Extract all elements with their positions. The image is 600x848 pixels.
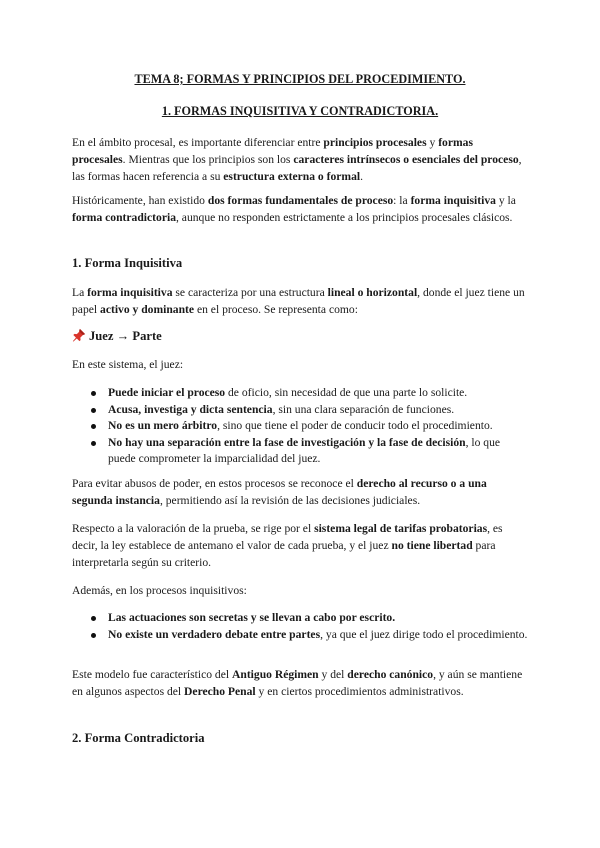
list-item: No hay una separación entre la fase de investigación y la fase de decisión, lo que puede comprometer la imparcialidad del juez. (72, 435, 528, 468)
paragraph-intro: En el ámbito procesal, es importante diferenciar entre principios procesales y formas procesales. Mientras que los principios son los caracteres intrínsecos o esenciales del proceso, las formas hacen referencia a su estructura externa o formal. (72, 136, 522, 183)
pushpin-icon (72, 328, 86, 342)
paragraph-inquisitiva: La forma inquisitiva se caracteriza por una estructura lineal o horizontal, donde el juez tiene un papel activo y dominante en el proceso. Se representa como: (72, 286, 525, 316)
list-item: No es un mero árbitro, sino que tiene el poder de conducir todo el procedimiento. (72, 418, 528, 435)
paragraph-recurso: Para evitar abusos de poder, en estos procesos se reconoce el derecho al recurso o a una segunda instancia, permitiendo así la revisión de las decisiones judiciales. (72, 477, 487, 507)
paragraph-juez-intro: En este sistema, el juez: (72, 358, 184, 371)
heading-forma-inquisitiva: 1. Forma Inquisitiva (72, 256, 183, 270)
document-title: TEMA 8; FORMAS Y PRINCIPIOS DEL PROCEDIMIENTO. (134, 72, 466, 86)
list-item: Las actuaciones son secretas y se llevan a cabo por escrito. (72, 610, 528, 627)
paragraph-modelo: Este modelo fue característico del Antiguo Régimen y del derecho canónico, y aún se mantiene en algunos aspectos del Derecho Penal y en ciertos procedimientos administrativos. (72, 668, 523, 698)
scheme-line: Juez → Parte (72, 328, 162, 344)
list-item: Acusa, investiga y dicta sentencia, sin una clara separación de funciones. (72, 402, 528, 419)
heading-forma-contradictoria: 2. Forma Contradictoria (72, 731, 205, 745)
inquisitive-features-list (72, 610, 528, 643)
section-title: 1. FORMAS INQUISITIVA Y CONTRADICTORIA. (161, 104, 439, 118)
list-item: No existe un verdadero debate entre partes, ya que el juez dirige todo el procedimiento. (72, 627, 528, 644)
list-item: Puede iniciar el proceso de oficio, sin necesidad de que una parte lo solicite. (72, 385, 528, 402)
judge-powers-list (72, 385, 528, 468)
paragraph-prueba: Respecto a la valoración de la prueba, se rige por el sistema legal de tarifas probatorias, es decir, la ley establece de antemano el valor de cada prueba, y el juez no tiene libertad para interpretarla según su criterio. (72, 522, 503, 569)
paragraph-history: Históricamente, han existido dos formas fundamentales de proceso: la forma inquisitiva y la forma contradictoria, aunque no responden estrictamente a los principios procesales clásicos. (72, 194, 516, 224)
paragraph-ademas: Además, en los procesos inquisitivos: (72, 584, 247, 597)
